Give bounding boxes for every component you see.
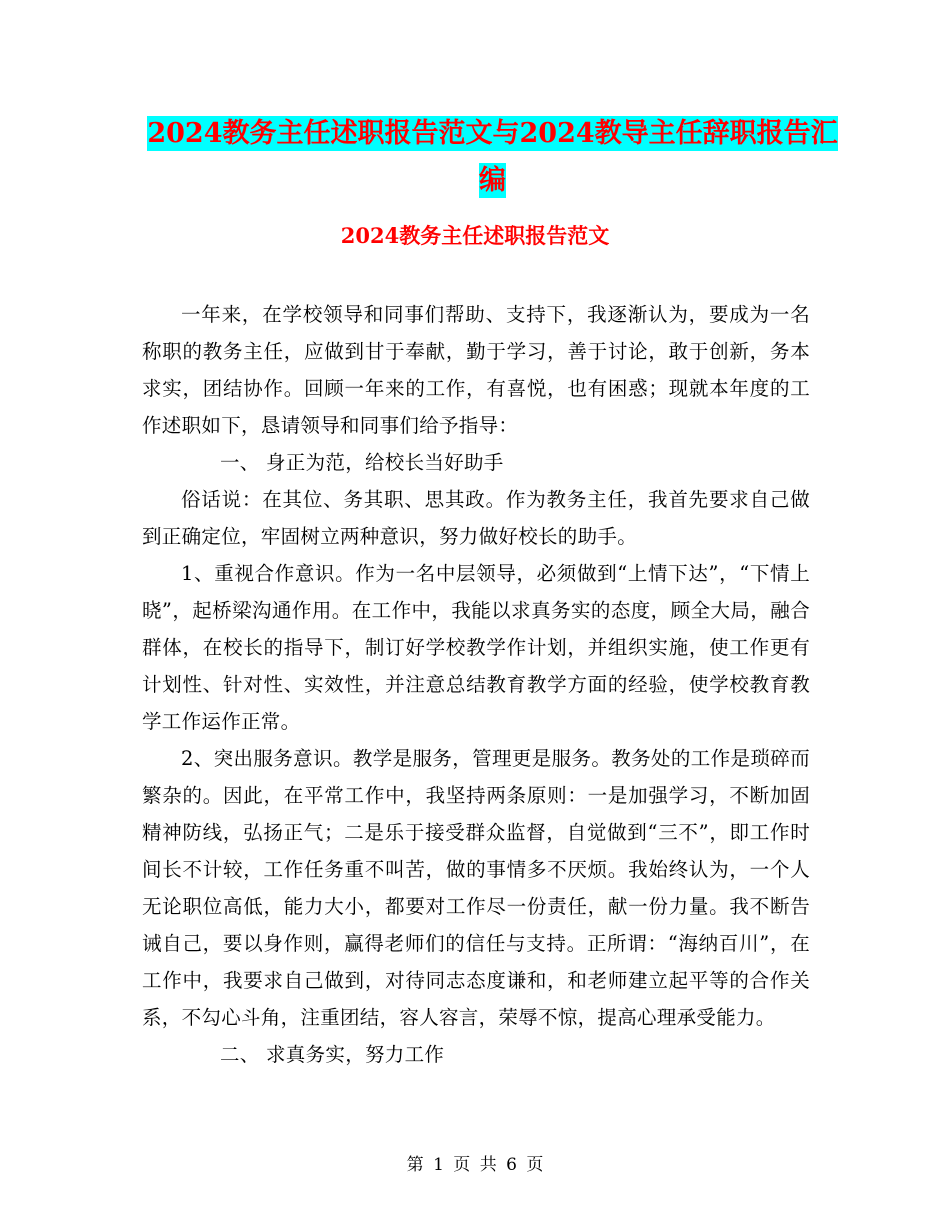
paragraph-cooperation: 1、重视合作意识。作为一名中层领导，必须做到“上情下达”，“下情上晓”，起桥梁沟通作用。在工作中，我能以求真务实的态度，顾全大局，融合群体，在校长的指导下，制订好学校教学作计划，并组织实施，使工作更有计划性、针对性、实效性，并注意总结教育教学方面的经验，使学校教育教学工作运作正常。 <box>142 562 810 733</box>
page-footer: 第 1 页 共 6 页 <box>406 1155 544 1175</box>
document-body <box>142 296 810 1073</box>
heading-one <box>142 444 810 481</box>
heading-one-text: 身正为范，给校长当好助手 <box>266 451 504 474</box>
heading-two-text: 求真务实，努力工作 <box>266 1043 445 1066</box>
heading-one-number: 一、 <box>220 451 260 474</box>
section-title: 2024教务主任述职报告范文 <box>340 223 610 248</box>
heading-two <box>142 1036 810 1073</box>
paragraph-saying: 俗话说：在其位、务其职、思其政。作为教务主任，我首先要求自己做到正确定位，牢固树立两种意识，努力做好校长的助手。 <box>142 488 810 548</box>
document-title <box>140 110 845 204</box>
paragraph-service: 2、突出服务意识。教学是服务，管理更是服务。教务处的工作是琐碎而繁杂的。因此，在平常工作中，我坚持两条原则：一是加强学习，不断加固精神防线，弘扬正气；二是乐于接受群众监督，自觉做到“三不”，即工作时间长不计较，工作任务重不叫苦，做的事情多不厌烦。我始终认为，一个人无论职位高低，能力大小，都要对工作尽一份责任，献一份力量。我不断告诫自己，要以身作则，赢得老师们的信任与支持。正所谓：“海纳百川”，在工作中，我要求自己做到，对待同志态度谦和，和老师建立起平等的合作关系，不勾心斗角，注重团结，容人容言，荣辱不惊，提高心理承受能力。 <box>142 747 810 1029</box>
heading-two-number: 二、 <box>220 1043 260 1066</box>
paragraph-intro: 一年来，在学校领导和同事们帮助、支持下，我逐渐认为，要成为一名称职的教务主任，应做到甘于奉献，勤于学习，善于讨论，敢于创新，务本求实，团结协作。回顾一年来的工作，有喜悦，也有困惑；现就本年度的工作述职如下，恳请领导和同事们给予指导： <box>142 303 810 437</box>
document-title-text: 2024教务主任述职报告范文与2024教导主任辞职报告汇编 <box>147 118 838 196</box>
